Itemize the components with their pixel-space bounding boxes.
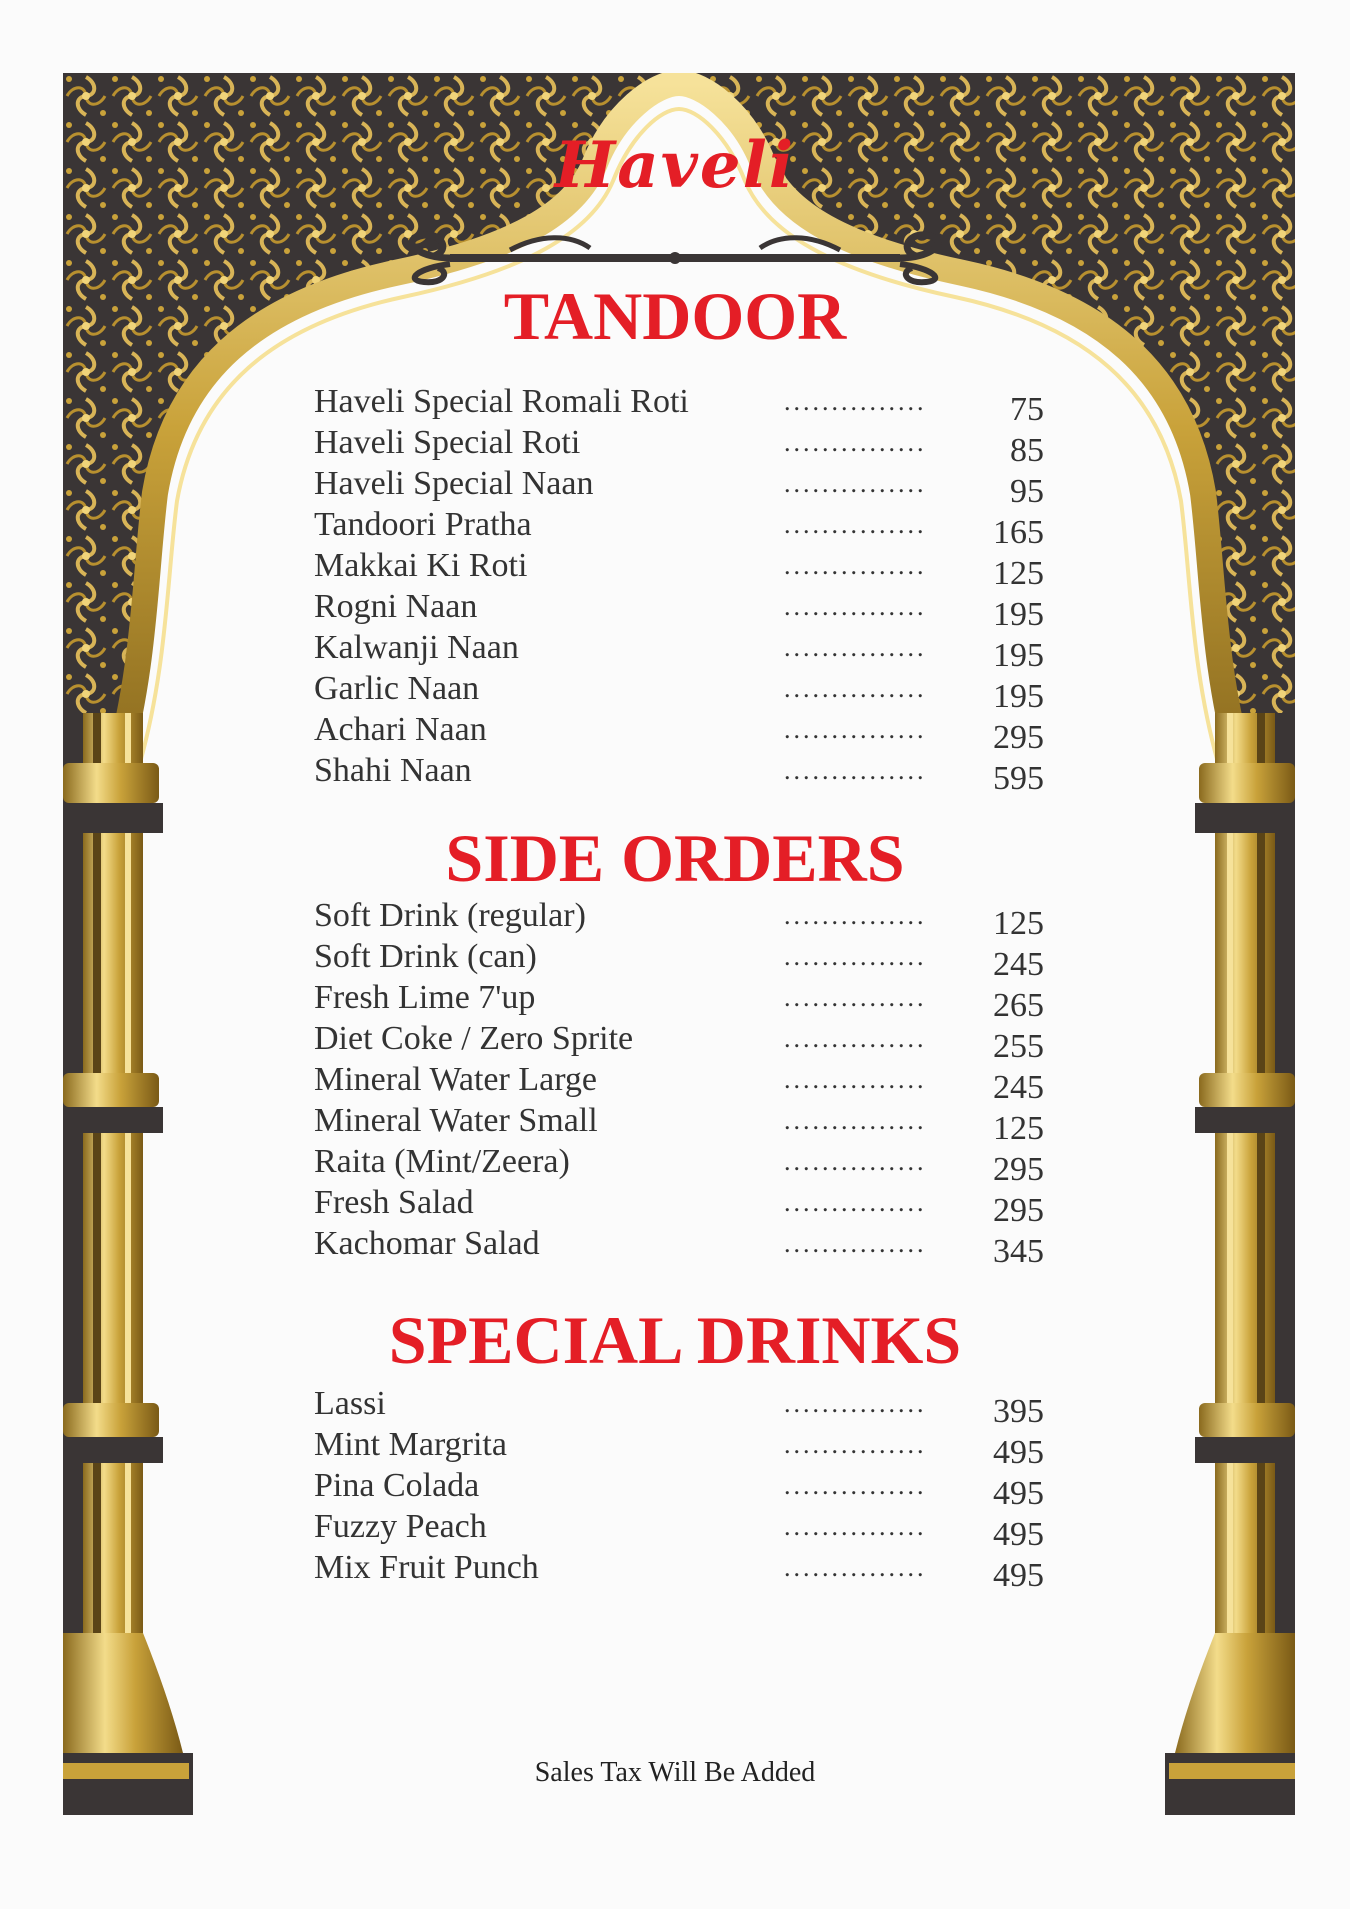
dot-leader: ............... — [784, 715, 927, 744]
dot-leader: ............... — [784, 756, 927, 785]
menu-item — [314, 631, 1044, 672]
item-name: Mineral Water Large — [314, 1061, 597, 1098]
dot-leader: ............... — [784, 387, 927, 416]
dot-leader: ............... — [784, 674, 927, 703]
item-price: 195 — [993, 637, 1044, 674]
item-name: Haveli Special Naan — [314, 465, 594, 502]
menu-item — [314, 1551, 1044, 1592]
dot-leader: ............... — [784, 1430, 927, 1459]
item-price: 495 — [993, 1434, 1044, 1471]
menu-item — [314, 1104, 1044, 1145]
item-price: 495 — [993, 1475, 1044, 1512]
item-price: 495 — [993, 1516, 1044, 1553]
dot-leader: ............... — [784, 510, 927, 539]
menu-item — [314, 385, 1044, 426]
dot-leader: ............... — [784, 1512, 927, 1541]
item-name: Mineral Water Small — [314, 1102, 598, 1139]
item-name: Achari Naan — [314, 711, 487, 748]
dot-leader: ............... — [784, 1389, 927, 1418]
menu-item — [314, 1510, 1044, 1551]
menu-item — [314, 508, 1044, 549]
item-name: Diet Coke / Zero Sprite — [314, 1020, 634, 1057]
menu-item — [314, 426, 1044, 467]
item-name: Mix Fruit Punch — [314, 1549, 539, 1586]
dot-leader: ............... — [784, 1188, 927, 1217]
menu-item — [314, 1227, 1044, 1268]
item-price: 125 — [993, 1110, 1044, 1147]
item-name: Raita (Mint/Zeera) — [314, 1143, 570, 1180]
item-name: Shahi Naan — [314, 752, 472, 789]
dot-leader: ............... — [784, 1024, 927, 1053]
menu-item — [314, 981, 1044, 1022]
menu-item — [314, 1186, 1044, 1227]
item-name: Makkai Ki Roti — [314, 547, 528, 584]
item-name: Fresh Lime 7'up — [314, 979, 536, 1016]
menu-item — [314, 1469, 1044, 1510]
item-price: 95 — [1010, 473, 1044, 510]
dot-leader: ............... — [784, 1229, 927, 1258]
dot-leader: ............... — [784, 1553, 927, 1582]
item-price: 395 — [993, 1393, 1044, 1430]
menu-item — [314, 1387, 1044, 1428]
menu-item — [314, 467, 1044, 508]
menu-item — [314, 590, 1044, 631]
dot-leader: ............... — [784, 469, 927, 498]
menu-item — [314, 1063, 1044, 1104]
item-name: Soft Drink (regular) — [314, 897, 586, 934]
item-price: 255 — [993, 1028, 1044, 1065]
section-title-side-orders: SIDE ORDERS — [445, 820, 905, 896]
item-name: Haveli Special Romali Roti — [314, 383, 689, 420]
item-price: 195 — [993, 596, 1044, 633]
dot-leader: ............... — [784, 428, 927, 457]
menu-item — [314, 1022, 1044, 1063]
item-price: 295 — [993, 719, 1044, 756]
menu-item — [314, 1428, 1044, 1469]
item-price: 245 — [993, 1069, 1044, 1106]
item-name: Fresh Salad — [314, 1184, 474, 1221]
menu-item — [314, 899, 1044, 940]
item-price: 295 — [993, 1151, 1044, 1188]
dot-leader: ............... — [784, 592, 927, 621]
item-price: 295 — [993, 1192, 1044, 1229]
item-name: Kalwanji Naan — [314, 629, 519, 666]
item-name: Lassi — [314, 1385, 386, 1422]
item-name: Kachomar Salad — [314, 1225, 540, 1262]
dot-leader: ............... — [784, 633, 927, 662]
item-price: 165 — [993, 514, 1044, 551]
item-price: 195 — [993, 678, 1044, 715]
item-price: 125 — [993, 555, 1044, 592]
item-name: Rogni Naan — [314, 588, 478, 625]
dot-leader: ............... — [784, 551, 927, 580]
item-name: Soft Drink (can) — [314, 938, 537, 975]
dot-leader: ............... — [784, 983, 927, 1012]
item-name: Garlic Naan — [314, 670, 480, 707]
item-name: Fuzzy Peach — [314, 1508, 487, 1545]
haveli-logo: Haveli — [554, 128, 796, 203]
section-title-tandoor: TANDOOR — [503, 278, 847, 354]
item-price: 495 — [993, 1557, 1044, 1594]
item-name: Tandoori Pratha — [314, 506, 532, 543]
item-name: Mint Margrita — [314, 1426, 507, 1463]
menu-item — [314, 754, 1044, 795]
section-title-special-drinks: SPECIAL DRINKS — [388, 1302, 962, 1378]
menu-item — [314, 549, 1044, 590]
dot-leader: ............... — [784, 901, 927, 930]
menu-item — [314, 672, 1044, 713]
dot-leader: ............... — [784, 942, 927, 971]
item-price: 245 — [993, 946, 1044, 983]
item-price: 265 — [993, 987, 1044, 1024]
item-name: Pina Colada — [314, 1467, 480, 1504]
item-name: Haveli Special Roti — [314, 424, 581, 461]
item-price: 595 — [993, 760, 1044, 797]
dot-leader: ............... — [784, 1065, 927, 1094]
item-price: 75 — [1010, 391, 1044, 428]
dot-leader: ............... — [784, 1471, 927, 1500]
item-price: 85 — [1010, 432, 1044, 469]
item-price: 125 — [993, 905, 1044, 942]
menu-item — [314, 713, 1044, 754]
sales-tax-note: Sales Tax Will Be Added — [534, 1757, 816, 1788]
item-price: 345 — [993, 1233, 1044, 1270]
menu-item — [314, 940, 1044, 981]
dot-leader: ............... — [784, 1106, 927, 1135]
dot-leader: ............... — [784, 1147, 927, 1176]
menu-item — [314, 1145, 1044, 1186]
